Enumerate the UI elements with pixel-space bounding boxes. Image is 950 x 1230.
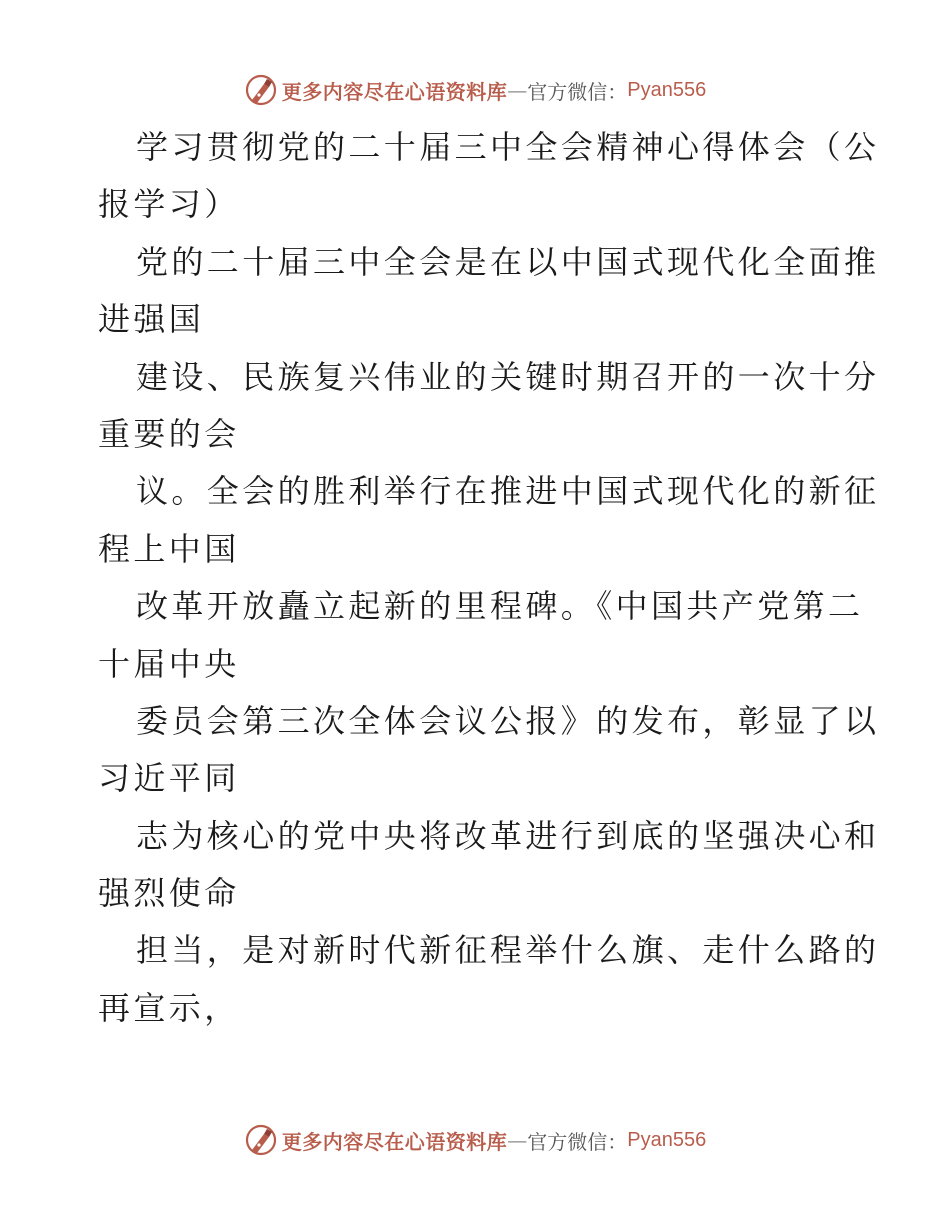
- header-watermark: [0, 70, 950, 110]
- document-line: 党的二十届三中全会是在以中国式现代化全面推: [136, 242, 880, 281]
- document-line: 重要的会: [98, 414, 240, 453]
- document-line: 进强国: [98, 300, 205, 339]
- document-line: 议。全会的胜利举行在推进中国式现代化的新征: [136, 472, 880, 511]
- watermark-dash: —: [507, 1128, 528, 1152]
- document-line: 强烈使命: [98, 874, 240, 913]
- document-line: 报学习）: [98, 185, 240, 224]
- document-line: 十届中央: [98, 644, 240, 683]
- watermark-text: 更多内容尽在心语资料库: [281, 1129, 508, 1154]
- watermark-id: Pyan556: [627, 1128, 707, 1151]
- document-line: 习近平同: [98, 759, 240, 798]
- document-line: 学习贯彻党的二十届三中全会精神心得体会（公: [136, 128, 880, 166]
- footer-watermark: [0, 1120, 950, 1160]
- document-line: 再宣示，: [98, 988, 240, 1027]
- document-line: 担当，是对新时代新征程举什么旗、走什么路的: [136, 931, 880, 970]
- watermark-text: 更多内容尽在心语资料库: [281, 79, 508, 104]
- watermark-label: 官方微信：: [527, 79, 628, 104]
- document-body: [98, 119, 880, 1037]
- watermark-label: 官方微信：: [527, 1129, 628, 1154]
- document-line: 建设、民族复兴伟业的关键时期召开的一次十分: [136, 357, 880, 396]
- document-line: 改革开放矗立起新的里程碑。《中国共产党第二: [136, 587, 864, 626]
- document-line: 程上中国: [98, 529, 240, 568]
- pen-nib-circle-icon: [244, 1123, 278, 1157]
- watermark-id: Pyan556: [627, 78, 707, 101]
- document-line: 委员会第三次全体会议公报》的发布，彰显了以: [136, 701, 880, 740]
- pen-nib-circle-icon: [244, 73, 278, 107]
- document-line: 志为核心的党中央将改革进行到底的坚强决心和: [136, 816, 880, 855]
- watermark-dash: —: [507, 78, 528, 102]
